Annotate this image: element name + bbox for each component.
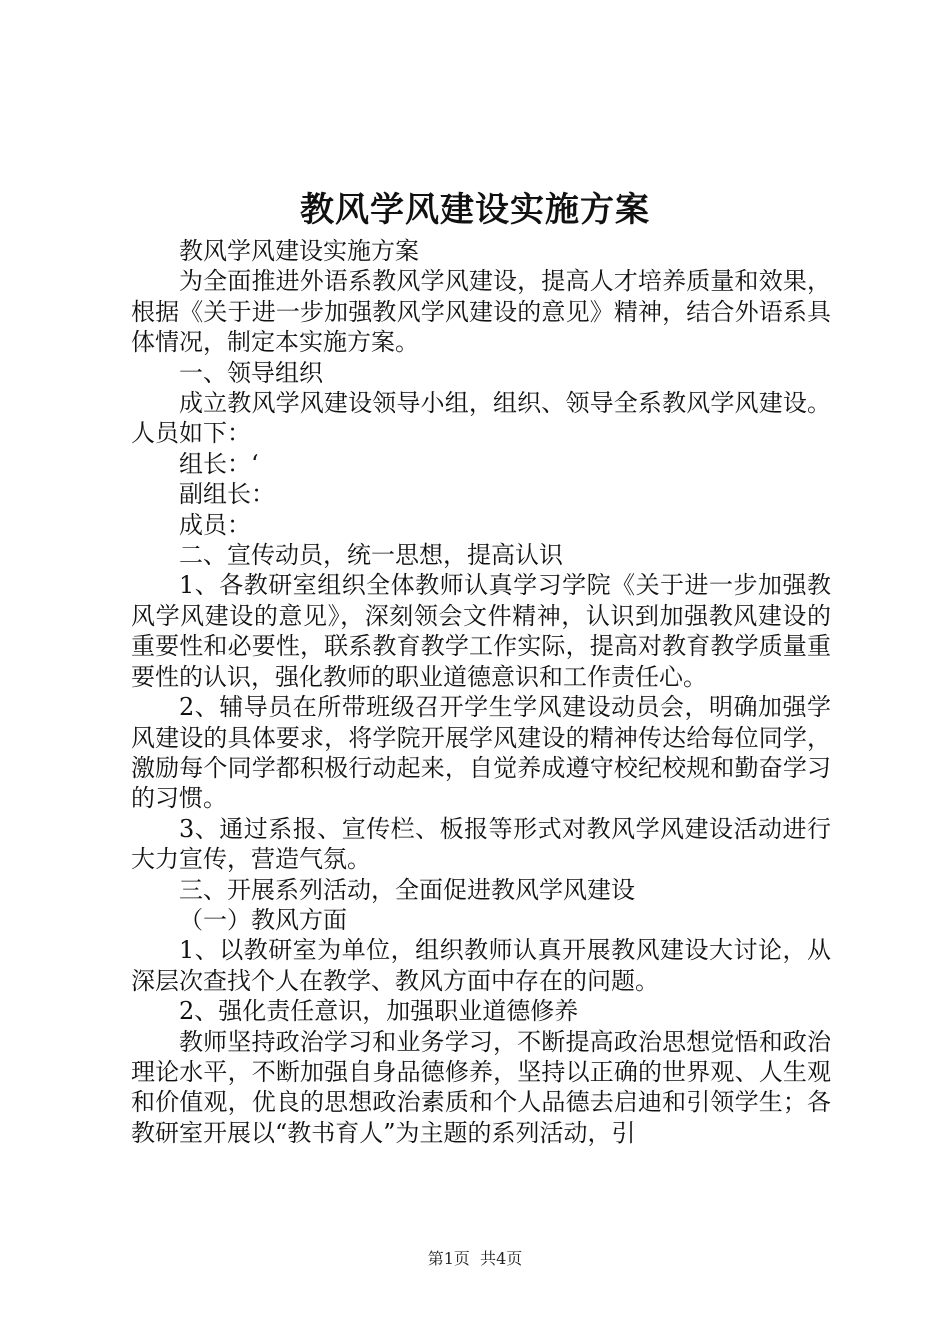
paragraph-publicity-1: 1、各教研室组织全体教师认真学习学院《关于进一步加强教风学风建设的意见》，深刻领会文件精神，认识到加强教风建设的重要性和必要性，联系教育教学工作实际，提高对教育教学质量重要性的认识，强化教师的职业道德意识和工作责任心。 [131,571,831,691]
section-heading-leadership: 一、领导组织 [179,358,323,387]
paragraph-leadership-group: 成立教风学风建设领导小组，组织、领导全系教风学风建设。人员如下： [131,389,831,448]
section-heading-publicity: 二、宣传动员，统一思想，提高认识 [179,541,563,570]
paragraph-publicity-3: 3、通过系报、宣传栏、板报等形式对教风学风建设活动进行大力宣传，营造气氛。 [131,814,831,874]
paragraph-teaching-1: 1、以教研室为单位，组织教师认真开展教风建设大讨论，从深层次查找个人在教学、教风方面中存在的问题。 [131,936,831,995]
paragraph-teaching-2-body: 教师坚持政治学习和业务学习，不断提高政治思想觉悟和政治理论水平，不断加强自身品德修养，坚持以正确的世界观、人生观和价值观，优良的思想政治素质和个人品德去启迪和引领学生；各教研室开展以“教书育人”为主题的系列活动，引 [131,1027,831,1147]
paragraph-group-leader: 组长：‘ [179,449,259,478]
section-heading-activities: 三、开展系列活动，全面促进教风学风建设 [179,875,635,904]
paragraph-teaching-2-heading: 2、强化责任意识，加强职业道德修养 [179,997,579,1026]
document-body [131,236,831,1148]
paragraph-publicity-2: 2、辅导员在所带班级召开学生学风建设动员会，明确加强学风建设的具体要求，将学院开展学风建设的精神传达给每位同学，激励每个同学都积极行动起来，自觉养成遵守校纪校规和勤奋学习的习惯。 [131,693,831,813]
subsection-heading-teaching: （一）教风方面 [179,905,347,934]
paragraph-subtitle: 教风学风建设实施方案 [179,237,419,265]
paragraph-members: 成员： [179,510,251,539]
paragraph-deputy-leader: 副组长： [179,480,275,509]
page-footer [0,1246,950,1269]
paragraph-intro: 为全面推进外语系教风学风建设，提高人才培养质量和效果，根据《关于进一步加强教风学风建设的意见》精神，结合外语系具体情况，制定本实施方案。 [131,267,831,357]
page-number: 第1页 [427,1249,470,1268]
page-total: 共4页 [480,1249,523,1268]
document-title: 教风学风建设实施方案 [300,190,650,230]
